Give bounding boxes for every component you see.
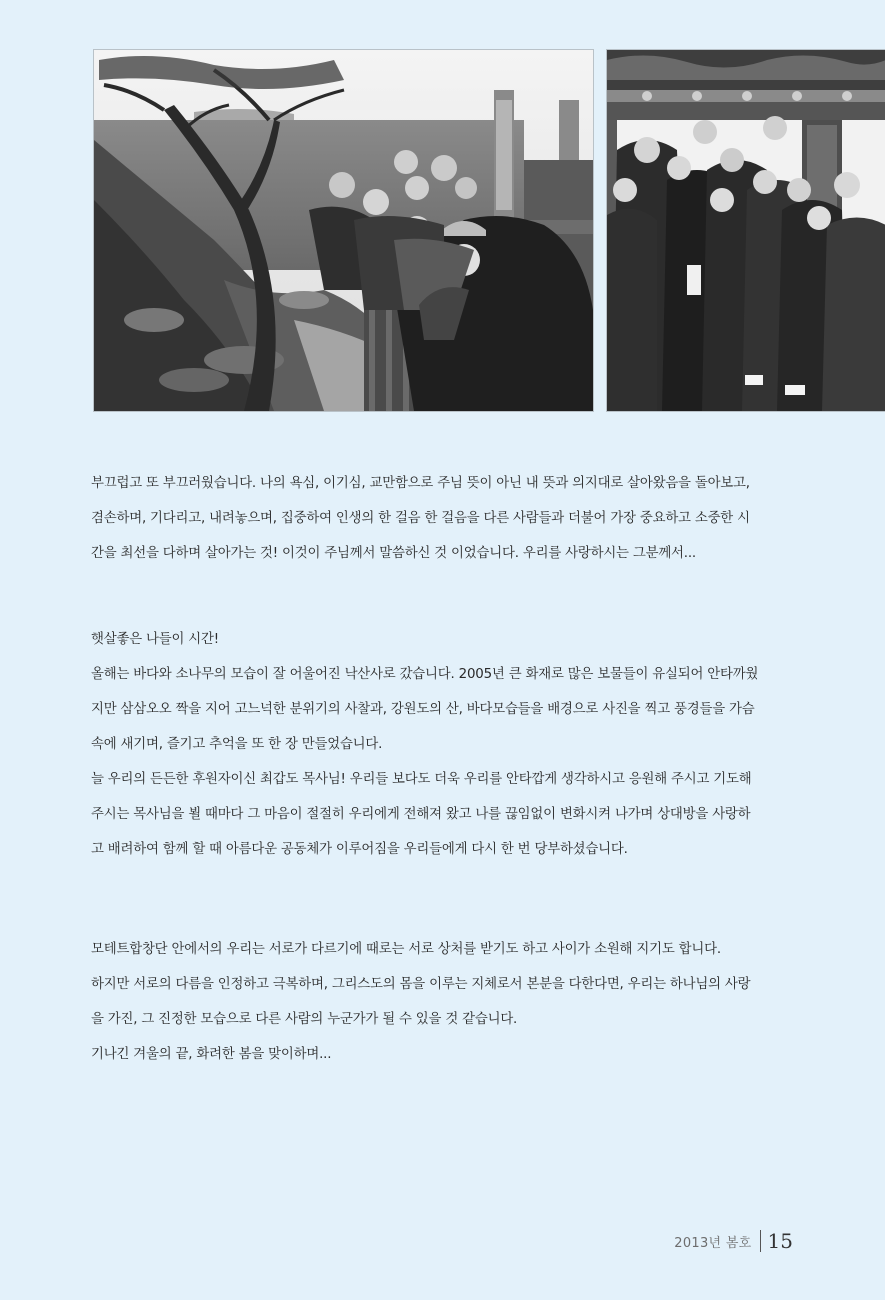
text-line: 고 배려하여 함께 할 때 아름다운 공동체가 이루어짐을 우리들에게 다시 한 번 당부하셨습니다. [91,842,628,857]
page-number: 15 [767,1229,793,1253]
body-paragraph-outing [91,622,807,867]
text-line: 겸손하며, 기다리고, 내려놓으며, 집중하여 인생의 한 걸음 한 걸음을 다른 사람들과 더불어 가장 중요하고 소중한 시 [91,511,750,526]
page-footer [674,1226,793,1256]
footer-divider [760,1230,761,1252]
text-line: 속에 새기며, 즐기고 추억을 또 한 장 만들었습니다. [91,737,383,752]
text-line: 지만 삼삼오오 짝을 지어 고느넉한 분위기의 사찰과, 강원도의 산, 바다모습들을 배경으로 사진을 찍고 풍경들을 가슴 [91,702,755,717]
text-line: 올해는 바다와 소나무의 모습이 잘 어울어진 낙산사로 갔습니다. 2005년 큰 화재로 많은 보물들이 유실되어 안타까웠 [91,667,759,682]
photo-group-seaside-pine [93,49,594,412]
text-line: 햇살좋은 나들이 시간! [91,632,219,647]
text-line: 간을 최선을 다하며 살아가는 것! 이것이 주님께서 말씀하신 것 이었습니다. 우리를 사랑하시는 그분께서... [91,546,696,561]
text-line: 모테트합창단 안에서의 우리는 서로가 다르기에 때로는 서로 상처를 받기도 하고 사이가 소원해 지기도 합니다. [91,942,721,957]
photo-group-temple-pavilion [606,49,885,412]
body-paragraph-reflection [91,466,807,571]
text-line: 기나긴 겨울의 끝, 화려한 봄을 맞이하며... [91,1047,332,1062]
text-line: 하지만 서로의 다름을 인정하고 극복하며, 그리스도의 몸을 이루는 지체로서 본분을 다한다면, 우리는 하나님의 사랑 [91,977,751,992]
body-paragraph-community [91,932,807,1072]
text-line: 을 가진, 그 진정한 모습으로 다른 사람의 누군가가 될 수 있을 것 같습니다. [91,1012,518,1027]
text-line: 늘 우리의 든든한 후원자이신 최갑도 목사님! 우리들 보다도 더욱 우리를 안타깝게 생각하시고 응원해 주시고 기도해 [91,772,752,787]
issue-label: 2013년 봄호 [674,1235,752,1251]
text-line: 주시는 목사님을 뵐 때마다 그 마음이 절절히 우리에게 전해져 왔고 나를 끊임없이 변화시켜 나가며 상대방을 사랑하 [91,807,751,822]
text-line: 부끄럽고 또 부끄러웠습니다. 나의 욕심, 이기심, 교만함으로 주님 뜻이 아닌 내 뜻과 의지대로 살아왔음을 돌아보고, [91,476,750,491]
